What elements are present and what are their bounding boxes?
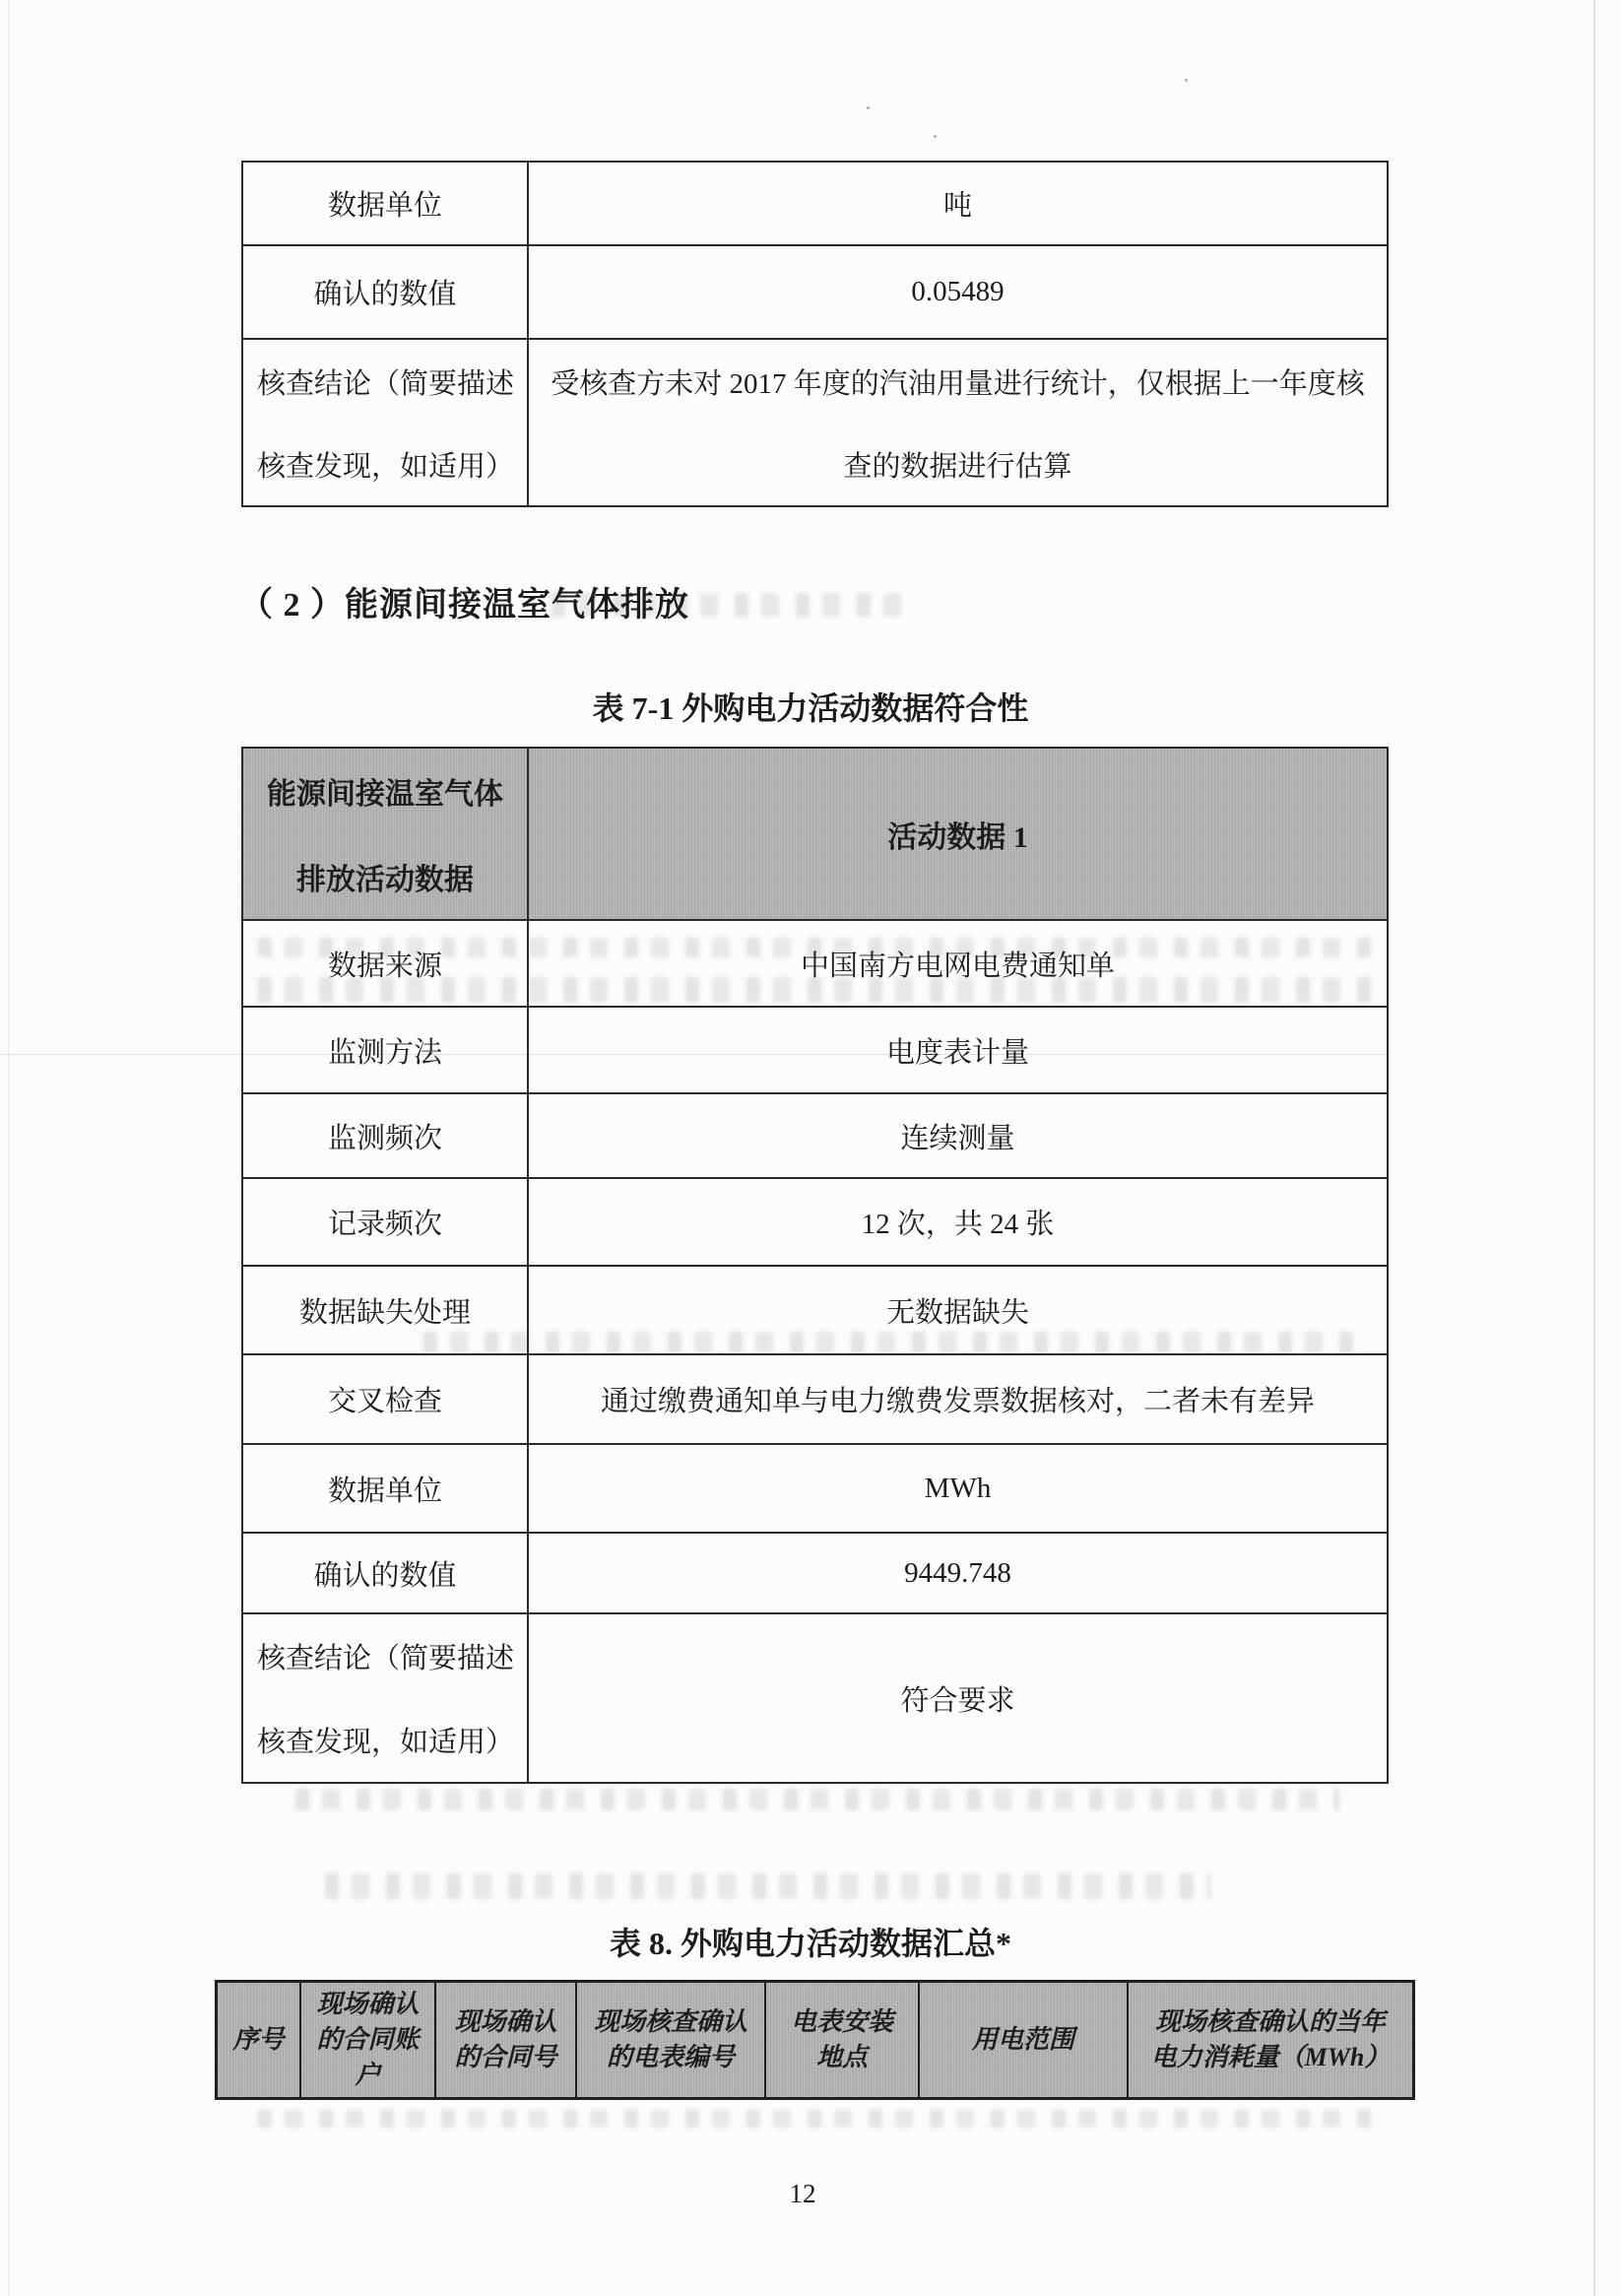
header-line: 的合同号 (454, 2043, 557, 2071)
header-line: 的合同账 (316, 2025, 420, 2054)
scan-speck (1185, 79, 1188, 82)
row-label: 记录频次 (243, 1179, 529, 1265)
header-line: 户 (355, 2061, 381, 2089)
col-contract-account (301, 1983, 436, 2097)
row-label: 数据单位 (243, 163, 529, 244)
table-row (243, 1532, 1387, 1612)
scan-speck (934, 135, 937, 138)
bleedthrough-ghost (258, 2110, 1381, 2128)
col-meter-number (577, 1983, 766, 2097)
row-label: 数据来源 (243, 921, 529, 1006)
fuel-activity-data-table (241, 161, 1389, 507)
col-usage-scope (920, 1983, 1129, 2097)
table-row (243, 1177, 1387, 1265)
header-col2: 活动数据 1 (529, 749, 1387, 919)
row-value: MWh (924, 1472, 992, 1504)
row-value: 吨 (942, 190, 972, 222)
row-label: 确认的数值 (243, 1534, 529, 1612)
label-line: 核查结论（简要描述 (257, 1643, 515, 1674)
col-serial-number (218, 1983, 301, 2097)
col-contract-number (436, 1983, 577, 2097)
header-line: 电表安装 (790, 2007, 893, 2036)
header-col1 (243, 749, 529, 919)
header-line: 地点 (815, 2043, 868, 2071)
row-label: 确认的数值 (243, 246, 529, 338)
electricity-activity-table (241, 747, 1389, 1784)
header-line: 电力消耗量（MWh） (1150, 2043, 1391, 2071)
label-line: 核查发现，如适用） (257, 450, 515, 483)
row-value: 0.05489 (911, 276, 1005, 307)
table-row (243, 1353, 1387, 1443)
value-line: 查的数据进行估算 (843, 450, 1072, 483)
scan-speck (867, 106, 870, 109)
row-value: 中国南方电网电费通知单 (800, 950, 1115, 982)
row-label: 数据单位 (243, 1445, 529, 1532)
row-label: 数据缺失处理 (243, 1267, 529, 1353)
table-row-conclusion (243, 338, 1387, 505)
header-line: 现场确认 (316, 1990, 420, 2018)
row-label: 监测频次 (243, 1094, 529, 1177)
section-heading: （ 2 ）能源间接温室气体排放 (239, 587, 689, 623)
row-value: 电度表计量 (885, 1036, 1029, 1069)
header-line: 的电表编号 (606, 2043, 735, 2071)
table-row (243, 163, 1387, 244)
row-value: 12 次，共 24 张 (861, 1209, 1055, 1240)
table-row (243, 1265, 1387, 1353)
row-label: 监测方法 (243, 1008, 529, 1092)
table-row (243, 1092, 1387, 1177)
electricity-summary-table-header (215, 1980, 1415, 2100)
page-number: 12 (789, 2179, 816, 2208)
value-line: 受核查方未对 2017 年度的汽油用量进行统计，仅根据上一年度核 (551, 367, 1365, 400)
row-value (529, 340, 1387, 505)
row-label (243, 1614, 529, 1782)
row-value: 通过缴费通知单与电力缴费发票数据核对，二者未有差异 (600, 1386, 1315, 1417)
table-row-conclusion (243, 1612, 1387, 1782)
table8-title: 表 8. 外购电力活动数据汇总* (609, 1926, 1011, 1961)
table71-title: 表 7-1 外购电力活动数据符合性 (592, 690, 1029, 726)
header-line: 序号 (232, 2025, 285, 2054)
label-line: 核查发现，如适用） (257, 1727, 515, 1758)
table-row (243, 1006, 1387, 1092)
header-line: 现场核查确认的当年 (1154, 2007, 1386, 2036)
col-annual-consumption (1129, 1983, 1412, 2097)
row-value: 9449.748 (904, 1556, 1011, 1589)
header-line: 现场核查确认 (593, 2007, 747, 2036)
label-line: 核查结论（简要描述 (257, 367, 515, 400)
table-row (243, 1443, 1387, 1532)
table-header-row (243, 749, 1387, 919)
header-line: 能源间接温室气体 (267, 778, 503, 812)
row-label: 交叉检查 (243, 1355, 529, 1443)
header-line: 排放活动数据 (296, 863, 474, 896)
bleedthrough-ghost (295, 1789, 1339, 1810)
table-row (243, 919, 1387, 1006)
row-label (243, 340, 529, 505)
bleedthrough-ghost (325, 1873, 1211, 1899)
row-value: 符合要求 (900, 1684, 1015, 1717)
header-line: 现场确认 (454, 2007, 557, 2036)
header-line: 用电范围 (971, 2025, 1074, 2054)
col-meter-location (766, 1983, 920, 2097)
row-value: 连续测量 (900, 1122, 1015, 1154)
table-row (243, 244, 1387, 338)
row-value: 无数据缺失 (885, 1296, 1029, 1329)
